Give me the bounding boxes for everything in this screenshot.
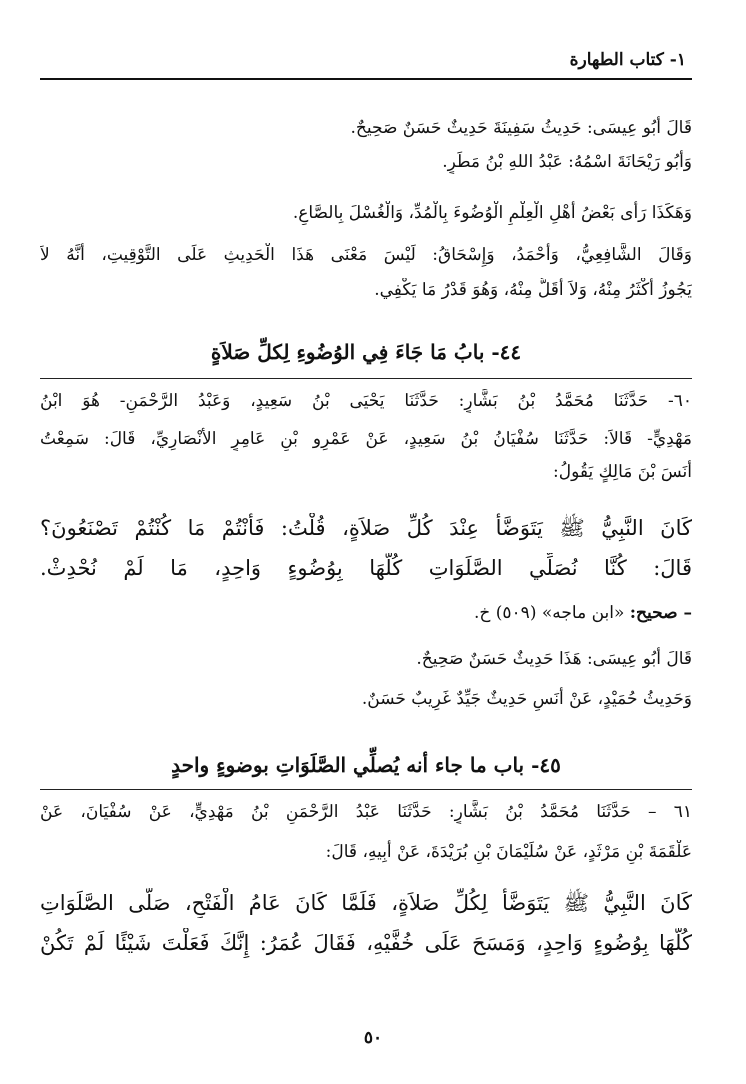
grade-label: – صحيح: (629, 603, 692, 623)
text-line: وَهَكَذَا رَأَى بَعْضُ أَهْلِ الْعِلْمِ الْوُضُوءَ بِالْمُدِّ، وَالْغُسْلَ بِالصَّاعِ. (292, 203, 692, 223)
hadith-matn-line: كُلَّهَا بِوُضُوءٍ وَاحِدٍ، وَمَسَحَ عَلَى خُفَّيْهِ، فَقَالَ عُمَرُ: إِنَّكَ فَعَلْتَ شَيْئًا لَمْ تَكُنْ (40, 931, 692, 955)
text-line: قَالَ أَبُو عِيسَى: هَذَا حَدِيثٌ حَسَنٌ صَحِيحٌ. (416, 649, 692, 669)
isnad-line: عَلْقَمَةَ بْنِ مَرْثَدٍ، عَنْ سُلَيْمَانَ بْنِ بُرَيْدَةَ، عَنْ أَبِيهِ، قَالَ: (325, 842, 692, 862)
chapter-44-heading: ٤٤- بابُ مَا جَاءَ فِي الوُضُوءِ لِكلِّ صَلاَةٍ (210, 340, 522, 364)
text-line: وَقَالَ الشَّافِعِيُّ، وَأَحْمَدُ، وَإِسْحَاقُ: لَيْسَ مَعْنَى هَذَا الْحَدِيثِ عَلَى التَّوْقِيتِ، أَنَّهُ لاَ (40, 245, 692, 265)
hadith-matn-line: كَانَ النَّبِيُّ ﷺ يَتَوَضَّأُ عِنْدَ كُلِّ صَلاَةٍ، قُلْتُ: فَأَنْتُمْ مَا كُنْتُمْ تَصْنَعُونَ؟ (40, 516, 692, 540)
text-line: وَحَدِيثُ حُمَيْدٍ، عَنْ أَنَسٍ حَدِيثٌ جَيِّدٌ غَرِيبٌ حَسَنٌ. (361, 689, 692, 709)
isnad-line: أَنَسَ بْنَ مَالِكٍ يَقُولُ: (553, 462, 692, 482)
grade-reference: «ابن ماجه» (٥٠٩) خ. (474, 603, 625, 623)
isnad-line: ٦١ – حَدَّثَنَا مُحَمَّدُ بْنُ بَشَّارٍ: حَدَّثَنَا عَبْدُ الرَّحْمَنِ بْنُ مَهْدِيٍّ، عَنْ سُفْيَانَ، عَنْ (40, 802, 692, 822)
text-line: يَجُوزُ أَكْثَرُ مِنْهُ، وَلاَ أَقَلُّ مِنْهُ، وَهُوَ قَدْرُ مَا يَكْفِي. (374, 280, 692, 300)
text-line: وَأَبُو رَيْحَانَةَ اسْمُهُ: عَبْدُ اللهِ بْنُ مَطَرٍ. (442, 152, 692, 172)
section-divider (40, 378, 692, 379)
page-number: ٥٠ (363, 1028, 383, 1048)
chapter-45-heading: ٤٥- باب ما جاء أنه يُصلِّي الصَّلَوَاتِ بوضوءٍ واحدٍ (171, 753, 561, 777)
grading-line (40, 601, 692, 625)
text-line: قَالَ أَبُو عِيسَى: حَدِيثُ سَفِينَةَ حَدِيثٌ حَسَنٌ صَحِيحٌ. (350, 118, 692, 138)
section-divider (40, 789, 692, 790)
chapter-header-title: ١- كتاب الطهارة (569, 50, 686, 70)
isnad-line: مَهْدِيٍّ- قَالاَ: حَدَّثَنَا سُفْيَانُ بْنُ سَعِيدٍ، عَنْ عَمْرِو بْنِ عَامِرٍ الأَنْصَارِيِّ، قَالَ: سَمِعْتُ (40, 429, 692, 449)
hadith-matn-line: كَانَ النَّبِيُّ ﷺ يَتَوَضَّأُ لِكُلِّ صَلاَةٍ، فَلَمَّا كَانَ عَامُ الْفَتْحِ، صَلَّى الصَّلَوَاتِ (40, 891, 692, 915)
hadith-matn-line: قَالَ: كُنَّا نُصَلِّي الصَّلَوَاتِ كُلَّهَا بِوُضُوءٍ وَاحِدٍ، مَا لَمْ نُحْدِثْ. (40, 556, 692, 580)
isnad-line: ٦٠- حَدَّثَنَا مُحَمَّدُ بْنُ بَشَّارٍ: حَدَّثَنَا يَحْيَى بْنُ سَعِيدٍ، وَعَبْدُ الرَّحْمَنِ- هُوَ ابْنُ (40, 391, 692, 411)
running-header (40, 44, 692, 80)
